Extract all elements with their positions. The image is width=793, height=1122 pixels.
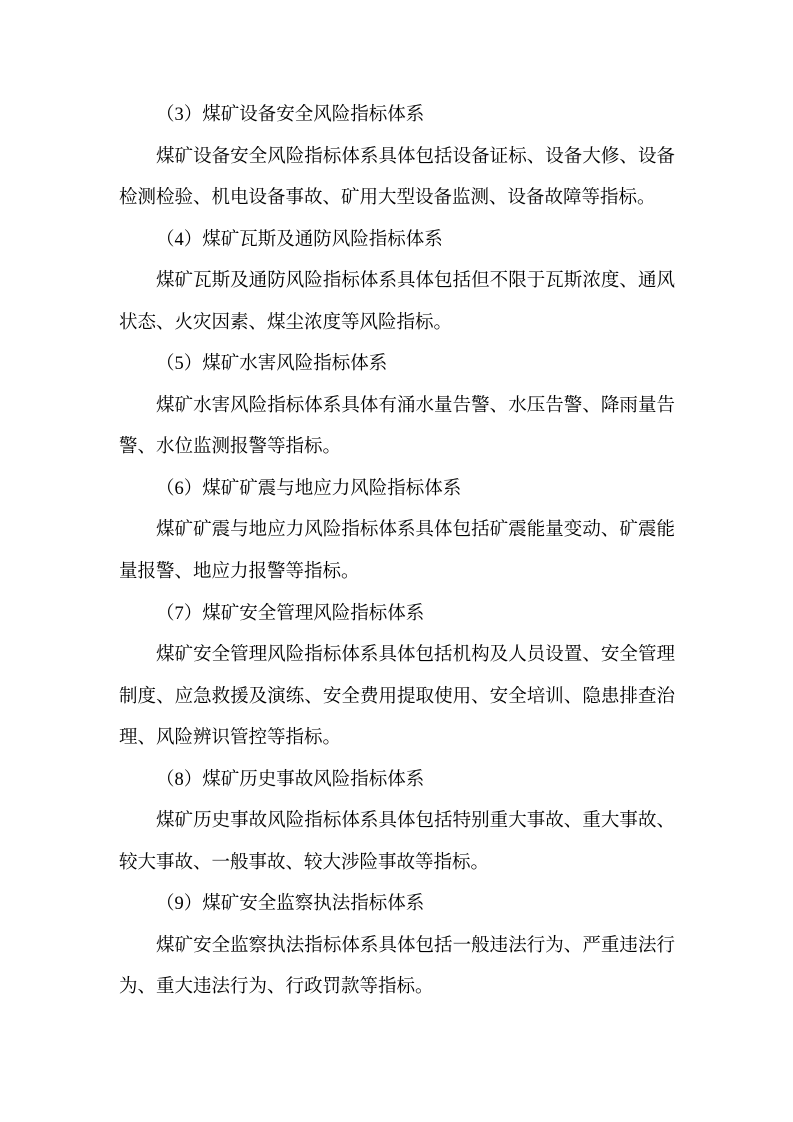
section-7-heading: （7）煤矿安全管理风险指标体系 xyxy=(156,603,425,624)
section-6 xyxy=(119,469,675,594)
section-7 xyxy=(119,594,675,760)
section-3 xyxy=(119,95,675,220)
section-9 xyxy=(119,884,675,1009)
section-6-paragraph: 煤矿矿震与地应力风险指标体系具体包括矿震能量变动、矿震能量报警、地应力报警等指标。 xyxy=(119,520,675,583)
section-4-paragraph: 煤矿瓦斯及通防风险指标体系具体包括但不限于瓦斯浓度、通风状态、火灾因素、煤尘浓度等风险指标。 xyxy=(119,271,675,333)
section-3-paragraph: 煤矿设备安全风险指标体系具体包括设备证标、设备大修、设备检测检验、机电设备事故、矿用大型设备监测、设备故障等指标。 xyxy=(119,146,675,209)
section-4 xyxy=(119,220,675,345)
section-9-heading: （9）煤矿安全监察执法指标体系 xyxy=(156,894,425,915)
section-5-heading: （5）煤矿水害风险指标体系 xyxy=(156,354,388,375)
section-5 xyxy=(119,344,675,469)
section-8-heading: （8）煤矿历史事故风险指标体系 xyxy=(156,769,425,790)
section-6-heading: （6）煤矿矿震与地应力风险指标体系 xyxy=(156,478,462,499)
section-8 xyxy=(119,760,675,885)
section-3-heading: （3）煤矿设备安全风险指标体系 xyxy=(156,105,425,125)
section-8-paragraph: 煤矿历史事故风险指标体系具体包括特别重大事故、重大事故、较大事故、一般事故、较大涉险事故等指标。 xyxy=(119,811,675,873)
section-9-paragraph: 煤矿安全监察执法指标体系具体包括一般违法行为、严重违法行为、重大违法行为、行政罚款等指标。 xyxy=(119,935,675,998)
section-4-heading: （4）煤矿瓦斯及通防风险指标体系 xyxy=(156,229,443,250)
section-7-paragraph: 煤矿安全管理风险指标体系具体包括机构及人员设置、安全管理制度、应急救援及演练、安全费用提取使用、安全培训、隐患排查治理、风险辨识管控等指标。 xyxy=(119,645,675,749)
section-5-paragraph: 煤矿水害风险指标体系具体有涌水量告警、水压告警、降雨量告警、水位监测报警等指标。 xyxy=(119,395,675,458)
